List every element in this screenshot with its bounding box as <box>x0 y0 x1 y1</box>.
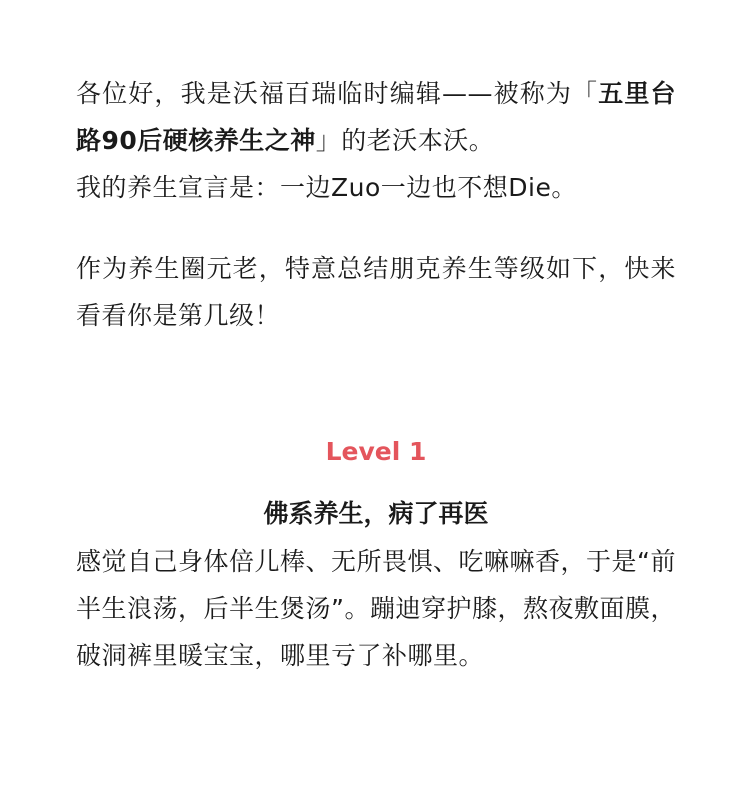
level-heading: Level 1 <box>325 437 427 466</box>
levels-intro-paragraph: 作为养生圈元老，特意总结朋克养生等级如下，快来看看你是第几级！ <box>76 254 676 330</box>
spacer <box>76 211 676 245</box>
article-body <box>76 70 676 679</box>
intro-text-start: 各位好，我是沃福百瑞临时编辑——被称为「 <box>76 79 599 108</box>
intro-paragraph <box>76 70 676 164</box>
intro-text-end: 」的老沃本沃。 <box>315 126 495 155</box>
level-subtitle: 佛系养生，病了再医 <box>263 499 489 528</box>
spacer <box>76 339 676 432</box>
intro-bold-title: 五里台路90后硬核养生之神 <box>76 79 676 155</box>
manifesto-paragraph: 我的养生宣言是：一边Zuo一边也不想Die。 <box>76 173 577 202</box>
level-description: 感觉自己身体倍儿棒、无所畏惧、吃嘛嘛香，于是“前半生浪荡，后半生煲汤”。蹦迪穿护膝，熬夜敷面膜，破洞裤里暖宝宝，哪里亏了补哪里。 <box>76 547 676 670</box>
